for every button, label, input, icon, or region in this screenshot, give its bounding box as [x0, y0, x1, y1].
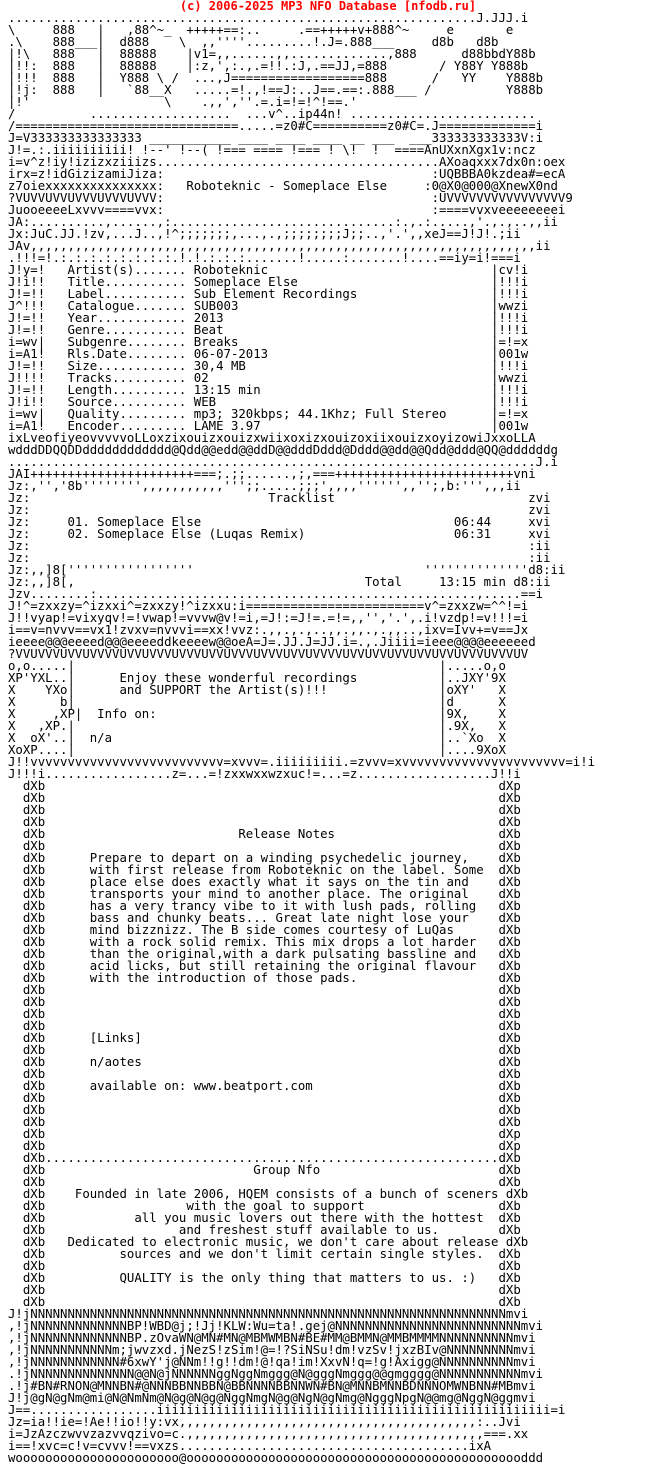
nfo-line: JAv,,,,,,,,,,,,,,,,,,,,,,,,,,,,,,,,,,,,,,,,,,,,,,,,,,,,,,,,,,,,,,,,,,,,ii — [8, 239, 551, 253]
nfo-line: ?VVUVVVUVVUVVVVUVVUVVVUVVVUVVUVVVUVVVUVVUVVVVUVVUVVUVVUVVUVVUVVVUVVVUV — [8, 647, 529, 661]
nfo-line: dXb has a very trancy vibe to it with lush pads, rolling dXb — [8, 899, 521, 913]
nfo-line: dXb dXb — [8, 1007, 521, 1021]
nfo-line: dXb available on: www.beatport.com dXb — [8, 1079, 521, 1093]
nfo-line: dXb bass and chunky beats... Great late night lose your dXb — [8, 911, 521, 925]
nfo-line: dXb dXb — [8, 839, 521, 853]
nfo-line: Jz:,'','8b'''''''',,,,,,,,,,,''';;.....;;;',,,,'''''',,'';,b:''',,,ii — [8, 479, 521, 493]
nfo-line: z7oiexxxxxxxxxxxxxxx: Roboteknic - Someplace Else :0@X0@000@XnewX0nd — [8, 179, 558, 193]
nfo-line: i==v=nvvv==vx1!zvxv=nvvvi==xx!vvz:.,,.,.,..,,.,,.,.,,..,ixv=Ivv+=v==Jx — [8, 623, 529, 637]
nfo-line: dXb and freshest stuff available to us. dXb — [8, 1223, 521, 1237]
nfo-line: X YXo| and SUPPORT the Artist(s)!!! |oXY' X — [8, 683, 506, 697]
nfo-line: J!!!! Tracks.......... 02 |wwzi — [8, 371, 529, 385]
nfo-line: J!=!! Label........... Sub Element Recordings |!!!i — [8, 287, 529, 301]
nfo-line: dXb dXp — [8, 1127, 521, 1141]
nfo-line: dXb QUALITY is the only thing that matters to us. :) dXb — [8, 1271, 521, 1285]
nfo-line: i==!xvc=c!v=cvvv!==vxzs.......................................ixA — [8, 1439, 492, 1453]
nfo-line: dXb dXb — [8, 1067, 521, 1081]
nfo-line: i=wv| Quality......... mp3; 320kbps; 44.1Khz; Full Stereo |=!=x — [8, 407, 529, 421]
nfo-line: J=V333333333333333 ___________ ____ ____ ____ __ ___ ___333333333333V:i — [8, 131, 544, 145]
nfo-line: dXb Founded in late 2006, HQEM consists of a bunch of sceners dXb — [8, 1187, 529, 1201]
nfo-line: dXb Dedicated to electronic music, we don't care about release dXb — [8, 1235, 529, 1249]
nfo-line: dXb with the introduction of those pads. dXb — [8, 971, 521, 985]
nfo-line: ,!jNNNNNNNNNNNNNBP.zOvaWN@MN#MN@MBMWMBN#BE#MM@BMMN@MMBMMMMNNNNNNNNNNmvi — [8, 1331, 536, 1345]
nfo-line: dXb dXb — [8, 1283, 521, 1297]
nfo-line: i=wv| Subgenre........ Breaks |=!=x — [8, 335, 529, 349]
nfo-line: dXb dXb — [8, 1175, 521, 1189]
nfo-line: ,!jNNNNNNNNNNNNNBP!WBD@j;!Jj!KLW:Wu=ta!.gej@NNNNNNNNNNNNNNNNNNNNNNNNNmvi — [8, 1319, 544, 1333]
nfo-line: Jz: :ii — [8, 539, 551, 553]
nfo-line: .......................................................................J.i — [8, 455, 558, 469]
nfo-line: dXb dXb — [8, 1115, 521, 1129]
nfo-line: dXb Prepare to depart on a winding psychedelic journey, dXb — [8, 851, 521, 865]
nfo-line: Jz=ia!!ie=!Ae!!io!!y:vx,,,,,,,,,,,,,,,,,,,,,,,,,,,,,,,,,,,,,,,,:..Jvi — [8, 1415, 521, 1429]
nfo-line: J!=.:.iiiiiiiiii! !--' !--( !=== ==== !=== ! \! ! ====AnUXxnXgx1v:ncz — [8, 143, 536, 157]
nfo-line: i=v^z!iy!izizxziiizs......................................AXoaqxxx7dx0n:oex — [8, 155, 566, 169]
nfo-line: dXb.............................................................dXb — [8, 1151, 521, 1165]
nfo-line: Jz: 02. Someplace Else (Luqas Remix) 06:31 xvi — [8, 527, 551, 541]
nfo-line: dXb all you music lovers out there with the hottest dXb — [8, 1211, 521, 1225]
nfo-line: |!j: 888 | `88__X .....=!.,!==J:..J==.==:.888___ / Y888b — [8, 83, 544, 97]
nfo-text — [8, 12, 656, 1464]
nfo-line: J!!vyap!=vixyqv!=!vwap!=vvvw@v!=i,=J!:=J!=.=!=,,'','.',.i!vzdp!=v!!!=i — [8, 611, 529, 625]
nfo-line: / ................... ...v^..ip44n! ......................... — [8, 107, 536, 121]
nfo-line: |!' \ .,,',''.=.i=!=!^!==.' — [8, 95, 358, 109]
nfo-line: Jz: :ii — [8, 551, 551, 565]
nfo-line: J!=!! Length.......... 13:15 min |!!!i — [8, 383, 529, 397]
nfo-line: .!j#BN#RNON@MNNBN#@NNNBBNNBBN@BBNNNNBBNNWN#BN@MNNBMNNBDNNNOMWNBNN#MBmvi — [8, 1379, 536, 1393]
nfo-line: Jz: 01. Someplace Else 06:44 xvi — [8, 515, 551, 529]
nfo-line: J!i!! Title........... Someplace Else |!!!i — [8, 275, 529, 289]
nfo-line: J!=!! Genre........... Beat |!!!i — [8, 323, 529, 337]
nfo-line: JAI++++++++++++++++++++++===;.;;......,;,===++++++++++++++++++++++++vni — [8, 467, 536, 481]
nfo-line: irx=z!idGizizamiJiza: :UQBBBA0kzdea#=ecA — [8, 167, 566, 181]
nfo-line: |!!! 888 | Y888 \ / ...,J==================888 / YY Y888b — [8, 71, 544, 85]
nfo-line: dXb dXb — [8, 1103, 521, 1117]
nfo-line: ,!jNNNNNNNNNNNm;jwvzxd.jNezS!zSim!@=!?SiNSu!dm!vzSv!jxzBIv@NNNNNNNNNmvi — [8, 1343, 536, 1357]
nfo-line: dXb place else does exactly what it says on the tin and dXb — [8, 875, 521, 889]
nfo-line: dXb dXb — [8, 1295, 521, 1309]
nfo-line: i=A1! Encoder......... LAME 3.97 |001w — [8, 419, 529, 433]
nfo-line: dXb acid licks, but still retaining the original flavour dXb — [8, 959, 521, 973]
nfo-line: X b| |d X — [8, 695, 506, 709]
nfo-line: dXb dXb — [8, 791, 521, 805]
nfo-line: J!i!! Source.......... WEB |!!!i — [8, 395, 529, 409]
nfo-line: Jz: zvi — [8, 503, 551, 517]
nfo-line: woooooooooooooooooooooo@oooooooooooooooooooooooooooooooooooooooooooooddd — [8, 1451, 544, 1465]
nfo-line: dXb dXp — [8, 779, 521, 793]
nfo-line: i=A1! Rls.Date........ 06-07-2013 |001w — [8, 347, 529, 361]
site-title-link[interactable]: (c) 2006-2025 MP3 NFO Database [nfodb.ru] — [179, 0, 477, 13]
nfo-line: |!\ 888 | 88888 |v1=,,......,,.............,888 d88bbdY88b — [8, 47, 536, 61]
nfo-line: dXb transports your mind to another place. The original dXb — [8, 887, 521, 901]
nfo-line: X oX'..| n/a |..`Xo X — [8, 731, 506, 745]
nfo-line: ?VUVVUVVUVVVUVVVUVVV: :UVVVVVVVVVVVVVVVV9 — [8, 191, 573, 205]
nfo-line: XP'YXL..| Enjoy these wonderful recordings |..JXY'9X — [8, 671, 506, 685]
nfo-line: dXb with a rock solid remix. This mix drops a lot harder dXb — [8, 935, 521, 949]
nfo-line: J!y=! Artist(s)....... Roboteknic |cv!i — [8, 263, 529, 277]
nfo-line: Jz:,,]8[''''''''''''''''' ''''''''''''''d8:ii — [8, 563, 566, 577]
nfo-line: X ,XP.| |.9X, X — [8, 719, 506, 733]
nfo-line: |!!: 888 | 88888 |:z,',:.,.=!!.:J,.==JJ,=888 / Y88Y Y888b — [8, 59, 529, 73]
nfo-line: X ,XP| Info on: |9X, X — [8, 707, 506, 721]
nfo-line: J^!!! Catalogue....... SUB003 |wwzi — [8, 299, 529, 313]
nfo-line: dXb dXb — [8, 983, 521, 997]
nfo-line: dXb [Links] dXb — [8, 1031, 521, 1045]
nfo-line: J!!!i.................z=...=!zxxwxxwzxuc!=...=z..................J!!i — [8, 767, 521, 781]
nfo-line: Jz: Tracklist zvi — [8, 491, 551, 505]
nfo-line: Jzv........:...................................................,.....==i — [8, 587, 544, 601]
nfo-line: /==============================.....=z0#C==========z0#C=.J=============i — [8, 119, 544, 133]
nfo-line: dXb n/aotes dXb — [8, 1055, 521, 1069]
nfo-line: JuooeeeeLxvvv====vvx: :====vvxveeeeeeeei — [8, 203, 566, 217]
nfo-line: J!=!! Year............ 2013 |!!!i — [8, 311, 529, 325]
nfo-line: dXb dXb — [8, 995, 521, 1009]
nfo-line: dXb than the original,with a dark pulsating bassline and dXb — [8, 947, 521, 961]
nfo-line: ...............................................................J.JJJ.i — [8, 11, 529, 25]
nfo-line: dXb dXb — [8, 1259, 521, 1273]
nfo-line: J!jNNNNNNNNNNNNNNNNNNNNNNNNNNNNNNNNNNNNNNNNNNNNNNNNNNNNNNNNNNNNNNNNmvi — [8, 1307, 529, 1321]
nfo-line: dXb dXb — [8, 1091, 521, 1105]
nfo-line: ,!jNNNNNNNNNNNN#6xwY'j@NNm!!g!!dm!@!qa!im!XxvN!q=!g!Axigg@NNNNNNNNNNmvi — [8, 1355, 536, 1369]
nfo-line: dXb with first release from Roboteknic on the label. Some dXb — [8, 863, 521, 877]
nfo-line: dXb mind bizznizz. The B side comes courtesy of LuQas dXb — [8, 923, 521, 937]
nfo-line: .!jNNNNNNNNNNNNNN@@N@jNNNNNNggNggNmggg@N@gggNmggg@@gmgggg@NNNNNNNNNNNmvi — [8, 1367, 544, 1381]
nfo-line: J!j@gN@gNm@mi@N@NmNm@N@g@N@g@NggNmgN@g@NgN@gNmg@NgggNpgN@@mg@NggN@ggmvi — [8, 1391, 536, 1405]
nfo-line: XoXP....| |....9XoX — [8, 743, 506, 757]
nfo-line: dXb Group Nfo dXb — [8, 1163, 521, 1177]
nfo-line: .\ 888___| d888 \ ,,''''.........!.J=.888___ d8b d8b — [8, 35, 499, 49]
nfo-line: dXb dXb — [8, 815, 521, 829]
nfo-line: wdddDDQQDDdddddddddddd@Qdd@@edd@@ddD@@dddDddd@Dddd@@dd@@Qdd@ddd@QQ@ddddddg — [8, 443, 558, 457]
nfo-line: dXb dXb — [8, 803, 521, 817]
nfo-line: dXb sources and we don't limit certain single styles. dXb — [8, 1247, 521, 1261]
nfo-line: Jz:,,]8[, Total 13:15 min d8:ii — [8, 575, 551, 589]
nfo-line: ieeee@@@eeeed@@@eeeeddkeeeew@@oeA=J=.JJ.J=JJ.i=.,.Jiiii=ieee@@@@eeeeeed — [8, 635, 536, 649]
nfo-line: i=JzAzczwvvzazvvqzivo=c.,,,,,,,,,,,,,,,,,,,,,,,,,,,,,,,,,,,,,,,,===.xx — [8, 1427, 529, 1441]
nfo-line: dXb dXp — [8, 1139, 521, 1153]
nfo-line: ixLveofiyeovvvvvoLLoxzixouizxouizxwiixoxizxouizoxiixouizxoyizowiJxxoLLA — [8, 431, 536, 445]
nfo-line: dXb dXb — [8, 1043, 521, 1057]
nfo-line: .!!!=!.:.:.:.:.:.:.:.:.!.!.:.:.:.......!.....:.......!....==iy=i!===i — [8, 251, 521, 265]
nfo-line: dXb Release Notes dXb — [8, 827, 521, 841]
nfo-line: dXb with the goal to support dXb — [8, 1199, 521, 1213]
nfo-line: Jx:JuC.JJ.!zv,...J..,!^;;;;;;;,...,.,;;;;;;;;J;;..,'.',,xeJ==J!J!.;ii — [8, 227, 521, 241]
nfo-line: J!^=zxxzy=^izxxi^=zxxzy!^izxxu:i========================v^=zxxzw=^^!=i — [8, 599, 529, 613]
nfo-line: dXb dXb — [8, 1019, 521, 1033]
nfo-line: o,o.....| |.....o,o — [8, 659, 506, 673]
nfo-line: J==.................iiiiiiiiiiiiiiiiiiiiiiiiiiiiiiiiiiiiiiiiiiiiiiiiiiiii=i — [8, 1403, 566, 1417]
nfo-line: JA:..........,......,:..............................:.,.:.....,'.,.,..,,ii — [8, 215, 558, 229]
nfo-line: J!!vvvvvvvvvvvvvvvvvvvvvvvvvv=xvvv=.iiiiiiiii.=zvvv=xvvvvvvvvvvvvvvvvvvvvvv=i!i — [8, 755, 596, 769]
nfo-line: J!=!! Size............ 30,4 MB |!!!i — [8, 359, 529, 373]
nfo-line: \ 888 | ,88^~_ +++++==:.. .==+++++v+888^~ e e — [8, 23, 514, 37]
